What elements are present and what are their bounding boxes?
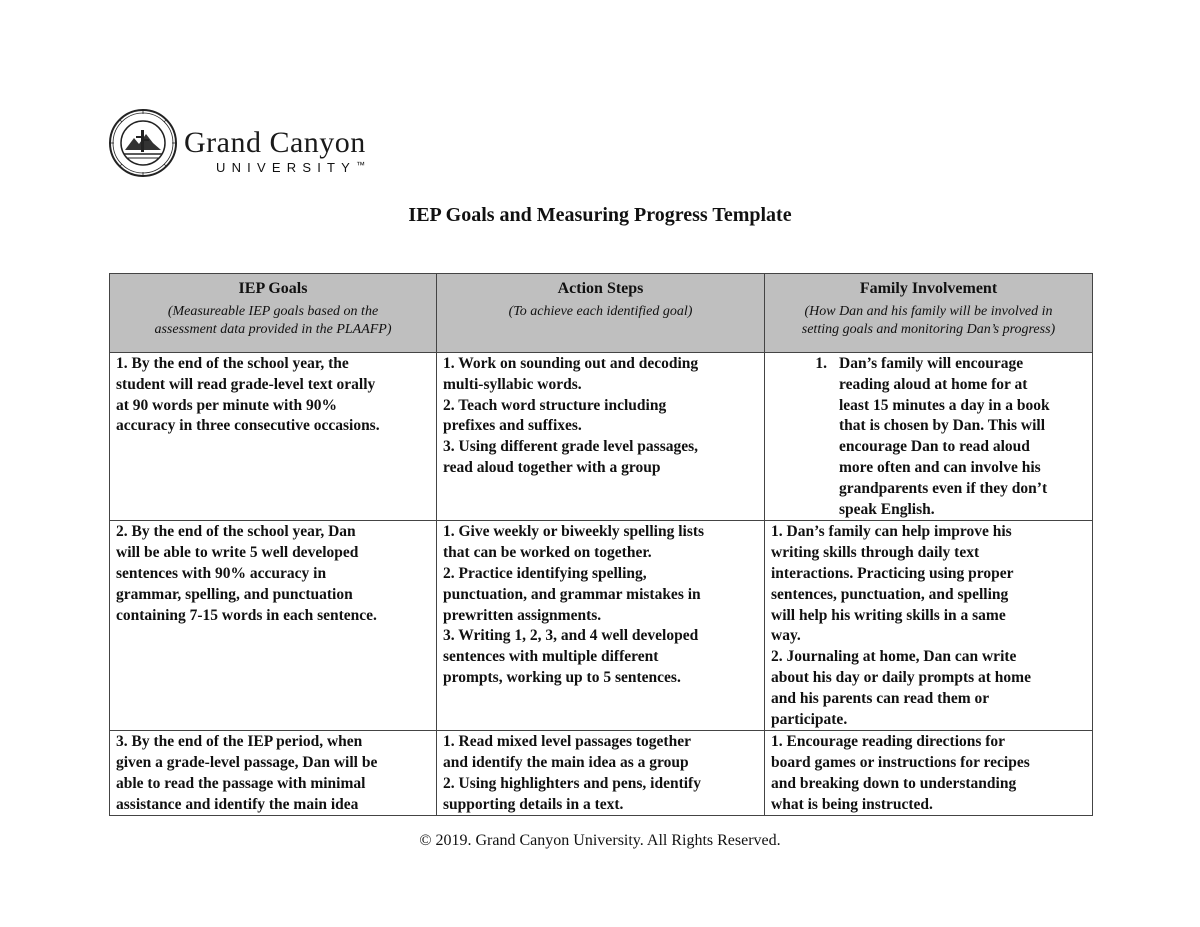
- header-action-steps: [437, 274, 765, 353]
- goal-cell: [110, 353, 437, 521]
- university-logo: [108, 108, 428, 178]
- action-line: supporting details in a text.: [443, 795, 624, 813]
- goal-line: 1. By the end of the school year, the: [116, 355, 349, 372]
- family-involvement-cell: [765, 353, 1093, 521]
- header-subtitle: setting goals and monitoring Dan’s progress): [801, 322, 1056, 337]
- family-line: interactions. Practicing using proper: [771, 564, 1014, 582]
- family-line: and breaking down to understanding: [771, 774, 1017, 792]
- family-line: encourage Dan to read aloud: [839, 438, 1030, 456]
- goal-line: given a grade-level passage, Dan will be: [116, 754, 378, 772]
- wordmark-name: Grand Canyon: [184, 126, 366, 159]
- action-line: 3. Writing 1, 2, 3, and 4 well developed: [443, 627, 699, 645]
- action-line: and identify the main idea as a group: [443, 754, 689, 772]
- family-involvement-cell: [765, 731, 1093, 816]
- table-row: [110, 521, 1093, 731]
- goal-line: assistance and identify the main idea: [116, 795, 359, 813]
- family-line: board games or instructions for recipes: [771, 754, 1030, 772]
- header-subtitle: (Measureable IEP goals based on the: [167, 304, 379, 319]
- family-line: 1. Dan’s family can help improve his: [771, 523, 1012, 541]
- action-line: 2. Practice identifying spelling,: [443, 564, 647, 582]
- university-wordmark: [184, 128, 366, 175]
- family-line: grandparents even if they don’t: [839, 479, 1048, 497]
- goal-line: grammar, spelling, and punctuation: [116, 585, 353, 603]
- family-involvement-cell: [765, 521, 1093, 731]
- family-line: least 15 minutes a day in a book: [839, 396, 1050, 414]
- family-line: about his day or daily prompts at home: [771, 668, 1031, 686]
- table-row: [110, 353, 1093, 521]
- table-row: [110, 731, 1093, 816]
- action-line: prompts, working up to 5 sentences.: [443, 668, 681, 686]
- action-line: 1. Work on sounding out and decoding: [443, 355, 699, 372]
- family-line: and his parents can read them or: [771, 689, 990, 707]
- action-line: 3. Using different grade level passages,: [443, 438, 699, 456]
- action-line: 1. Give weekly or biweekly spelling lists: [443, 523, 705, 541]
- iep-goals-table: [109, 273, 1093, 816]
- family-line: reading aloud at home for at: [839, 375, 1028, 393]
- university-seal-icon: [108, 108, 178, 178]
- numbered-list-item: [771, 354, 1086, 520]
- goal-line: sentences with 90% accuracy in: [116, 564, 327, 582]
- family-line: participate.: [771, 710, 848, 728]
- family-line: 2. Journaling at home, Dan can write: [771, 648, 1017, 666]
- action-line: sentences with multiple different: [443, 648, 659, 666]
- list-item-text: [839, 354, 1086, 520]
- family-line: writing skills through daily text: [771, 544, 980, 562]
- goal-line: containing 7-15 words in each sentence.: [116, 606, 377, 624]
- list-number: 1.: [815, 355, 827, 372]
- goal-line: able to read the passage with minimal: [116, 774, 366, 792]
- table-header-row: [110, 274, 1093, 353]
- family-line: more often and can involve his: [839, 458, 1041, 476]
- goal-line: at 90 words per minute with 90%: [116, 396, 338, 414]
- header-subtitle: (To achieve each identified goal): [508, 304, 693, 319]
- header-iep-goals: [110, 274, 437, 353]
- header-title: Family Involvement: [859, 280, 998, 297]
- goal-line: 2. By the end of the school year, Dan: [116, 523, 356, 541]
- header-subtitle: assessment data provided in the PLAAFP): [154, 322, 392, 337]
- action-line: 1. Read mixed level passages together: [443, 733, 691, 751]
- header-title: Action Steps: [557, 280, 644, 297]
- action-line: 2. Teach word structure including: [443, 396, 667, 414]
- copyright-footer: © 2019. Grand Canyon University. All Rights Reserved.: [419, 832, 781, 849]
- family-line: 1. Encourage reading directions for: [771, 733, 1006, 751]
- family-line: sentences, punctuation, and spelling: [771, 585, 1009, 603]
- family-line: will help his writing skills in a same: [771, 606, 1006, 624]
- action-steps-cell: [437, 521, 765, 731]
- document-title: IEP Goals and Measuring Progress Template: [408, 204, 792, 226]
- header-title: IEP Goals: [238, 280, 308, 297]
- action-line: prefixes and suffixes.: [443, 417, 582, 435]
- action-line: multi-syllabic words.: [443, 375, 582, 393]
- family-line: way.: [771, 627, 801, 645]
- goal-line: student will read grade-level text orally: [116, 375, 376, 393]
- action-steps-cell: [437, 353, 765, 521]
- goal-line: accuracy in three consecutive occasions.: [116, 417, 380, 435]
- goal-cell: [110, 521, 437, 731]
- goal-line: will be able to write 5 well developed: [116, 544, 359, 562]
- action-steps-cell: [437, 731, 765, 816]
- wordmark-subtitle: UNIVERSITY™: [216, 160, 366, 175]
- action-line: prewritten assignments.: [443, 606, 602, 624]
- action-line: that can be worked on together.: [443, 544, 652, 562]
- action-line: read aloud together with a group: [443, 458, 661, 476]
- family-line: Dan’s family will encourage: [839, 355, 1024, 372]
- goal-cell: [110, 731, 437, 816]
- family-line: what is being instructed.: [771, 795, 933, 813]
- family-line: that is chosen by Dan. This will: [839, 417, 1046, 435]
- family-line: speak English.: [839, 500, 935, 518]
- goal-line: 3. By the end of the IEP period, when: [116, 733, 363, 751]
- header-subtitle: (How Dan and his family will be involved in: [804, 304, 1053, 319]
- header-family-involvement: [765, 274, 1093, 353]
- action-line: punctuation, and grammar mistakes in: [443, 585, 701, 603]
- action-line: 2. Using highlighters and pens, identify: [443, 774, 701, 792]
